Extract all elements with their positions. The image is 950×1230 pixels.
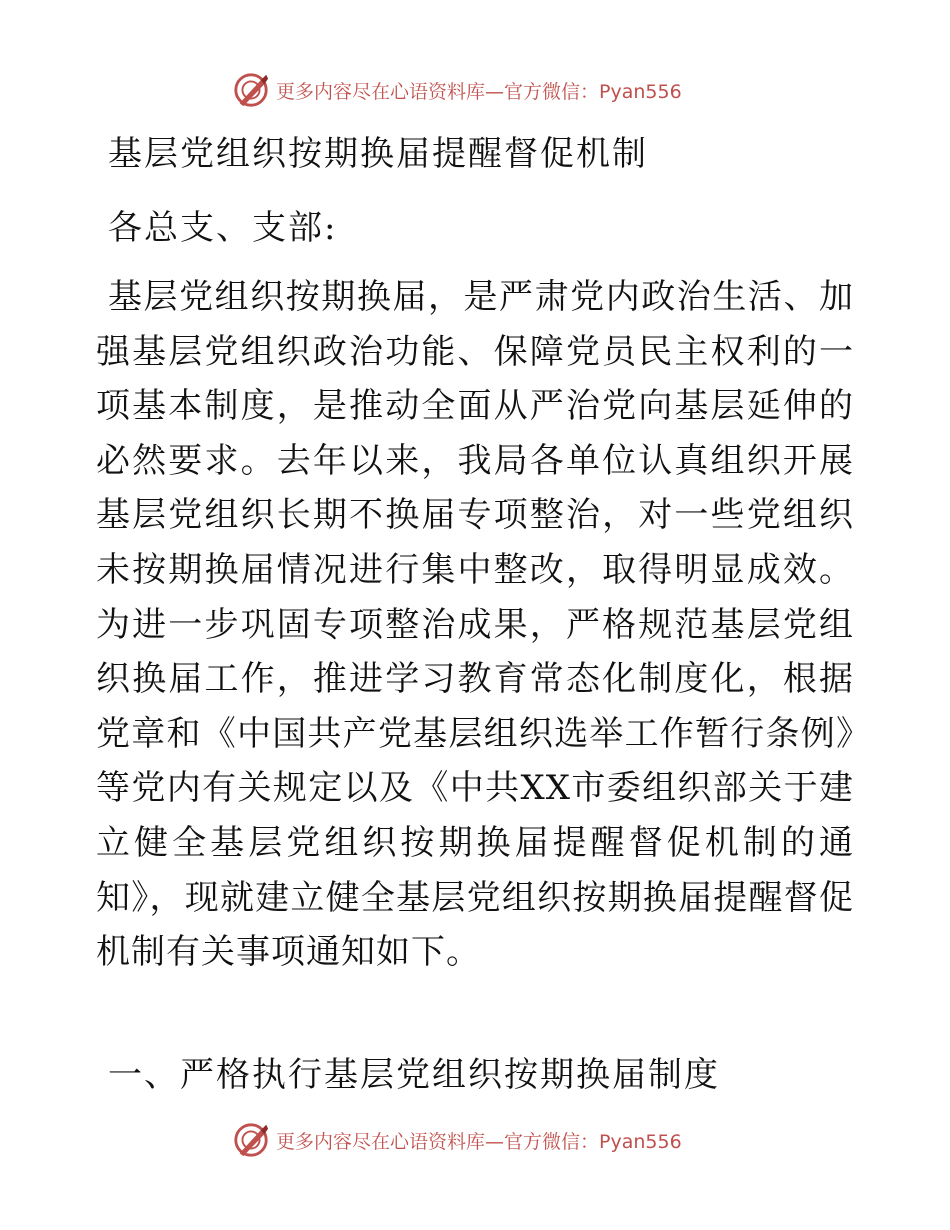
watermark-footer — [232, 1120, 712, 1160]
body-paragraph: 基层党组织按期换届，是严肃党内政治生活、加强基层党组织政治功能、保障党员民主权利的一项基本制度，是推动全面从严治党向基层延伸的必然要求。去年以来，我局各单位认真组织开展基层党组织长期不换届专项整治，对一些党组织未按期换届情况进行集中整改，取得明显成效。为进一步巩固专项整治成果，严格规范基层党组织换届工作，推进学习教育常态化制度化，根据党章和《中国共产党基层组织选举工作暂行条例》等党内有关规定以及《中共XX市委组织部关于建立健全基层党组织按期换届提醒督促机制的通知》，现就建立健全基层党组织按期换届提醒督促机制有关事项通知如下。 — [96, 277, 854, 973]
section-heading: 一、严格执行基层党组织按期换届制度 — [108, 1055, 720, 1095]
watermark-text: 更多内容尽在心语资料库—官方微信：Pyan556 — [276, 1130, 682, 1153]
salutation: 各总支、支部: — [108, 208, 338, 248]
document-title: 基层党组织按期换届提醒督促机制 — [108, 134, 648, 174]
watermark-header — [232, 70, 712, 110]
pen-logo-icon — [232, 1121, 270, 1159]
watermark-text: 更多内容尽在心语资料库—官方微信：Pyan556 — [276, 80, 682, 103]
pen-logo-icon — [232, 71, 270, 109]
